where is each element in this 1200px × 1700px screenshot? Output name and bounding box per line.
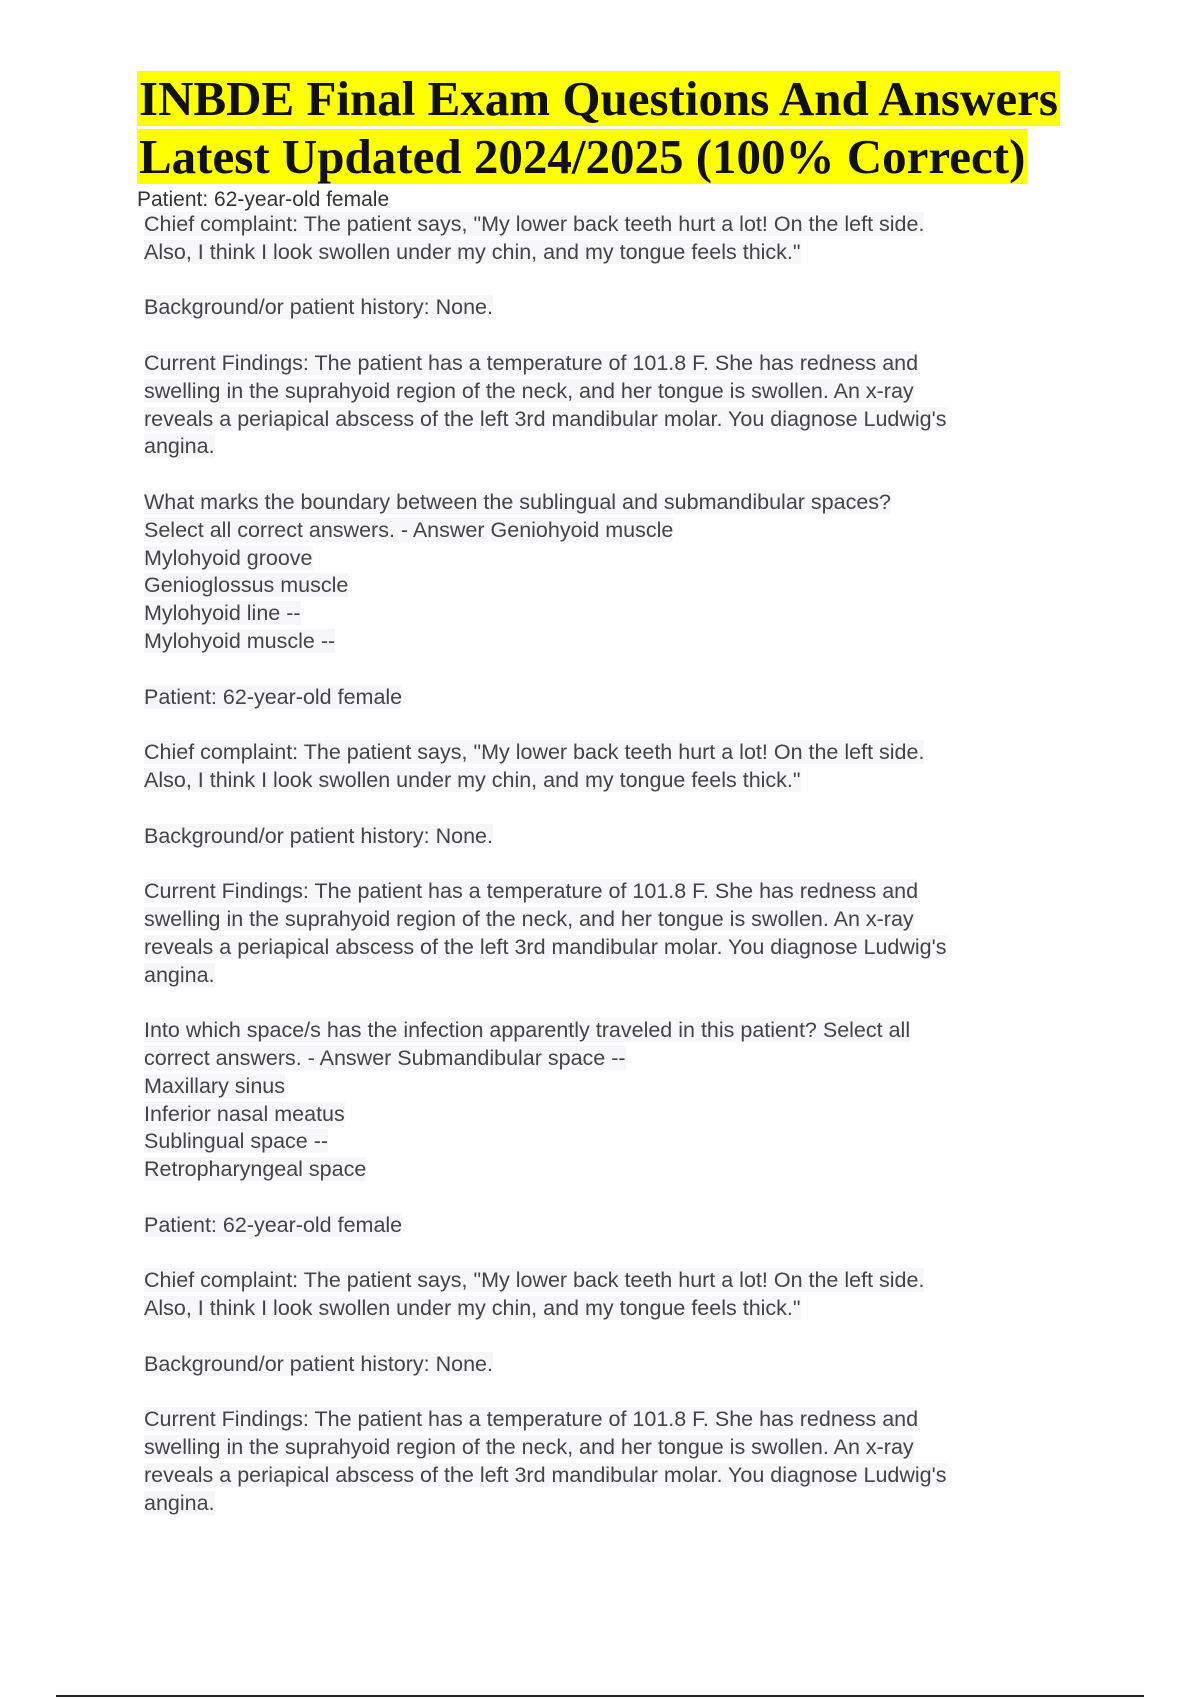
text-line (144, 906, 1074, 934)
text-line-content: Background/or patient history: None. (144, 295, 493, 320)
paragraph (144, 294, 1074, 322)
paragraph (144, 1406, 1074, 1517)
text-line-content: Retropharyngeal space (144, 1157, 367, 1182)
text-line-content: Also, I think I look swollen under my chin, and my tongue feels thick." (144, 1296, 801, 1321)
text-line-content: Current Findings: The patient has a temperature of 101.8 F. She has redness and (144, 1407, 919, 1432)
text-line (144, 572, 1074, 600)
text-line-content: Background/or patient history: None. (144, 1351, 493, 1376)
text-line (144, 1267, 1074, 1295)
text-line (144, 1351, 1074, 1379)
paragraph-gap (144, 267, 1074, 295)
text-line (144, 211, 1074, 239)
text-line-content: angina. (144, 1490, 215, 1515)
text-line-content: reveals a periapical abscess of the left 3rd mandibular molar. You diagnose Ludwig's (144, 406, 947, 431)
text-line-content: swelling in the suprahyoid region of the neck, and her tongue is swollen. An x-ray (144, 1435, 914, 1460)
paragraph (144, 878, 1074, 989)
text-line-content: Genioglossus muscle (144, 573, 349, 598)
paragraph-gap (144, 461, 1074, 489)
text-line (144, 406, 1074, 434)
text-line-content: Current Findings: The patient has a temperature of 101.8 F. She has redness and (144, 879, 919, 904)
text-line (144, 350, 1074, 378)
text-line (144, 1017, 1074, 1045)
text-line-content: swelling in the suprahyoid region of the neck, and her tongue is swollen. An x-ray (144, 378, 914, 403)
text-line (144, 1101, 1074, 1129)
text-line (144, 1156, 1074, 1184)
text-line-content: Chief complaint: The patient says, "My lower back teeth hurt a lot! On the left side. (144, 212, 925, 236)
paragraph (144, 350, 1074, 461)
text-line-content: Inferior nasal meatus (144, 1101, 345, 1126)
text-line (144, 294, 1074, 322)
text-line (144, 628, 1074, 656)
paragraph (144, 1351, 1074, 1379)
text-line (144, 1128, 1074, 1156)
text-line-content: Patient: 62-year-old female (144, 684, 403, 709)
paragraph-gap (144, 850, 1074, 878)
text-line-content: Maxillary sinus (144, 1073, 285, 1098)
text-line-content: Background/or patient history: None. (144, 823, 493, 848)
text-line-content: Into which space/s has the infection apparently traveled in this patient? Select all (144, 1018, 911, 1043)
text-line-content: angina. (144, 434, 215, 459)
text-line (144, 878, 1074, 906)
paragraph (144, 684, 1074, 712)
text-line (144, 517, 1074, 545)
text-line-content: Mylohyoid groove (144, 545, 313, 570)
text-line (144, 239, 1074, 267)
text-line-content: Mylohyoid muscle -- (144, 628, 336, 653)
text-line-content: Chief complaint: The patient says, "My lower back teeth hurt a lot! On the left side. (144, 740, 925, 765)
text-line (144, 1490, 1074, 1518)
paragraph (144, 739, 1074, 795)
paragraph (144, 1267, 1074, 1323)
text-line (144, 767, 1074, 795)
text-line-content: Patient: 62-year-old female (144, 1212, 403, 1237)
paragraph-gap (144, 1323, 1074, 1351)
paragraph-gap (144, 322, 1074, 350)
text-line-content: What marks the boundary between the sublingual and submandibular spaces? (144, 489, 891, 514)
paragraph (144, 823, 1074, 851)
text-line (144, 684, 1074, 712)
text-line (144, 1462, 1074, 1490)
document-title (137, 70, 1137, 186)
text-line-content: Chief complaint: The patient says, "My lower back teeth hurt a lot! On the left side. (144, 1268, 925, 1293)
text-line-content: Mylohyoid line -- (144, 601, 301, 626)
document-title-text: INBDE Final Exam Questions And Answers Latest Updated 2024/2025 (100% Correct) (139, 71, 1058, 184)
text-line-content: reveals a periapical abscess of the left 3rd mandibular molar. You diagnose Ludwig's (144, 934, 947, 959)
paragraph-gap (144, 1378, 1074, 1406)
text-line (144, 1212, 1074, 1240)
text-line (144, 1434, 1074, 1462)
first-patient-line: Patient: 62-year-old female (137, 188, 390, 211)
text-line-content: Select all correct answers. - Answer Geniohyoid muscle (144, 517, 674, 542)
paragraph (144, 489, 1074, 656)
paragraph-gap (144, 1184, 1074, 1212)
text-line (144, 962, 1074, 990)
text-line (144, 823, 1074, 851)
text-line-content: swelling in the suprahyoid region of the neck, and her tongue is swollen. An x-ray (144, 906, 914, 931)
text-line-content: Sublingual space -- (144, 1129, 329, 1154)
text-line (144, 489, 1074, 517)
text-line (144, 1406, 1074, 1434)
paragraph (144, 1017, 1074, 1184)
paragraph (144, 1212, 1074, 1240)
text-line-content: Also, I think I look swollen under my chin, and my tongue feels thick." (144, 239, 801, 264)
text-line (144, 934, 1074, 962)
text-line-content: reveals a periapical abscess of the left 3rd mandibular molar. You diagnose Ludwig's (144, 1462, 947, 1487)
paragraph-gap (144, 795, 1074, 823)
text-line-content: angina. (144, 962, 215, 987)
text-line (144, 600, 1074, 628)
text-line (144, 1295, 1074, 1323)
text-line-content: Current Findings: The patient has a temperature of 101.8 F. She has redness and (144, 350, 919, 375)
paragraph-gap (144, 989, 1074, 1017)
paragraph (144, 211, 1074, 267)
text-line (144, 433, 1074, 461)
text-line-content: Also, I think I look swollen under my chin, and my tongue feels thick." (144, 767, 801, 792)
footer-divider (56, 1695, 1144, 1697)
paragraph-gap (144, 1239, 1074, 1267)
text-line (144, 739, 1074, 767)
text-line (144, 378, 1074, 406)
document-body (144, 211, 1074, 1517)
text-line (144, 545, 1074, 573)
text-line-content: correct answers. - Answer Submandibular space -- (144, 1045, 626, 1070)
paragraph-gap (144, 711, 1074, 739)
paragraph-gap (144, 656, 1074, 684)
text-line (144, 1073, 1074, 1101)
text-line (144, 1045, 1074, 1073)
